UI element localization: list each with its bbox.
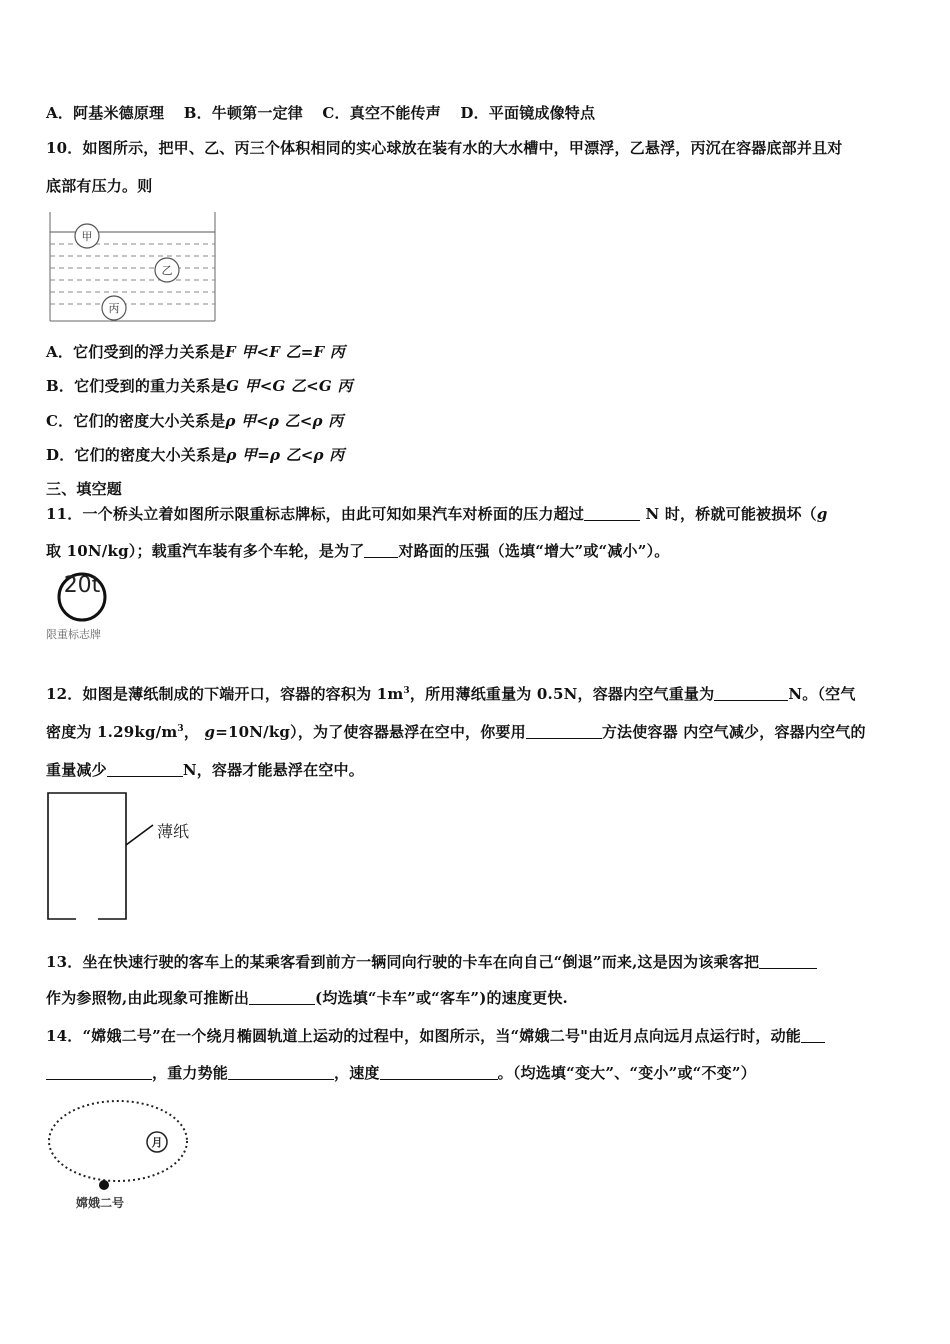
q10-option-c-formula: ρ 甲<ρ 乙<ρ 丙 bbox=[225, 412, 344, 430]
q9-option-c: C．真空不能传声 bbox=[322, 104, 441, 122]
q12-stem-line1: 12．如图是薄纸制成的下端开口，容器的容积为 $1m^3$，所用薄纸重量为 0.5N，容器内空气重量为 N。（空气 bbox=[46, 685, 856, 703]
q13-blank-1[interactable] bbox=[759, 954, 817, 969]
q13-stem-line1: 13．坐在快速行驶的客车上的某乘客看到前方一辆同向行驶的卡车在向自己“倒退”而来,这是因为该乘客把 bbox=[46, 951, 817, 972]
section-title: 三、填空题 bbox=[46, 480, 123, 498]
q12-blank-3[interactable] bbox=[107, 762, 183, 777]
q12-blank-2[interactable] bbox=[526, 724, 602, 739]
q11-stem-line2: 取 10N/kg）；载重汽车装有多个车轮，是为了 对路面的压强（选填“增大”或“减小”）。 bbox=[46, 542, 670, 560]
ball-bing bbox=[102, 296, 126, 320]
sign-text: 20t bbox=[63, 573, 101, 598]
q14-blank-1b[interactable] bbox=[46, 1065, 152, 1080]
q14-stem-line2: ，重力势能 ，速度 。（均选填“变大”、“变小”或“不变”） bbox=[46, 1062, 756, 1083]
spacecraft-dot bbox=[99, 1180, 109, 1190]
water-tank-figure bbox=[47, 208, 222, 326]
q11-blank-1[interactable] bbox=[584, 506, 640, 521]
q9-option-b: B．牛顿第一定律 bbox=[183, 104, 303, 122]
q10-option-d-formula: ρ 甲=ρ 乙<ρ 丙 bbox=[226, 446, 345, 464]
moon-label: 月 bbox=[151, 1136, 163, 1149]
q10-option-d: D．它们的密度大小关系是ρ 甲=ρ 乙<ρ 丙 bbox=[46, 446, 345, 464]
q12-stem-line3: 重量减少 N，容器才能悬浮在空中。 bbox=[46, 761, 364, 779]
q11-blank-2[interactable] bbox=[364, 543, 398, 558]
lunar-orbit-figure bbox=[46, 1094, 196, 1194]
q9-option-a: A．阿基米德原理 bbox=[46, 104, 165, 122]
ball-yi-label: 乙 bbox=[161, 264, 173, 277]
ball-bing-label: 丙 bbox=[108, 302, 120, 315]
q12-blank-1[interactable] bbox=[714, 686, 788, 701]
q10-option-b: B．它们受到的重力关系是G 甲<G 乙<G 丙 bbox=[46, 377, 353, 395]
ball-yi bbox=[155, 258, 179, 282]
q14-blank-2[interactable] bbox=[228, 1065, 334, 1080]
q10-stem-line1: 10．如图所示，把甲、乙、丙三个体积相同的实心球放在装有水的大水槽中，甲漂浮，乙悬浮，丙沉在容器底部并且对 bbox=[46, 139, 843, 157]
paper-label: 薄纸 bbox=[157, 822, 190, 841]
q9-options bbox=[46, 102, 609, 123]
q14-stem-line1: 14．“嫦娥二号”在一个绕月椭圆轨道上运动的过程中，如图所示，当“嫦娥二号"由近月点向远月点运行时，动能 bbox=[46, 1025, 825, 1046]
moon bbox=[147, 1132, 167, 1152]
q10-option-b-formula: G 甲<G 乙<G 丙 bbox=[226, 377, 353, 395]
q10-stem-line2: 底部有压力。则 bbox=[46, 177, 153, 195]
q13-stem-line2: 作为参照物,由此现象可推断出 (均选填“卡车”或“客车”)的速度更快. bbox=[46, 989, 568, 1007]
q9-option-d: D．平面镜成像特点 bbox=[460, 104, 596, 122]
q11-stem-line1: 11．一个桥头立着如图所示限重标志牌标，由此可知如果汽车对桥面的压力超过 N 时，桥就可能被损坏（g bbox=[46, 505, 828, 523]
spacecraft-label: 嫦娥二号 bbox=[76, 1196, 125, 1210]
weight-limit-sign bbox=[52, 570, 112, 622]
q13-blank-2[interactable] bbox=[249, 990, 315, 1005]
ball-jia bbox=[75, 224, 99, 248]
q12-stem-line2: 密度为 $1.29kg/m^3$， g=10N/kg），为了使容器悬浮在空中，你要用 方法使容器 内空气减少，容器内空气的 bbox=[46, 723, 866, 741]
q10-option-c: C．它们的密度大小关系是ρ 甲<ρ 乙<ρ 丙 bbox=[46, 412, 344, 430]
q10-option-a-formula: F 甲<F 乙=F 丙 bbox=[225, 343, 345, 361]
q10-option-a: A．它们受到的浮力关系是F 甲<F 乙=F 丙 bbox=[46, 343, 345, 361]
ball-jia-label: 甲 bbox=[81, 230, 93, 243]
paper-container-figure bbox=[46, 790, 206, 925]
sign-caption: 限重标志牌 bbox=[46, 628, 101, 641]
q14-blank-3[interactable] bbox=[380, 1065, 498, 1080]
q14-blank-1a[interactable] bbox=[801, 1028, 825, 1043]
